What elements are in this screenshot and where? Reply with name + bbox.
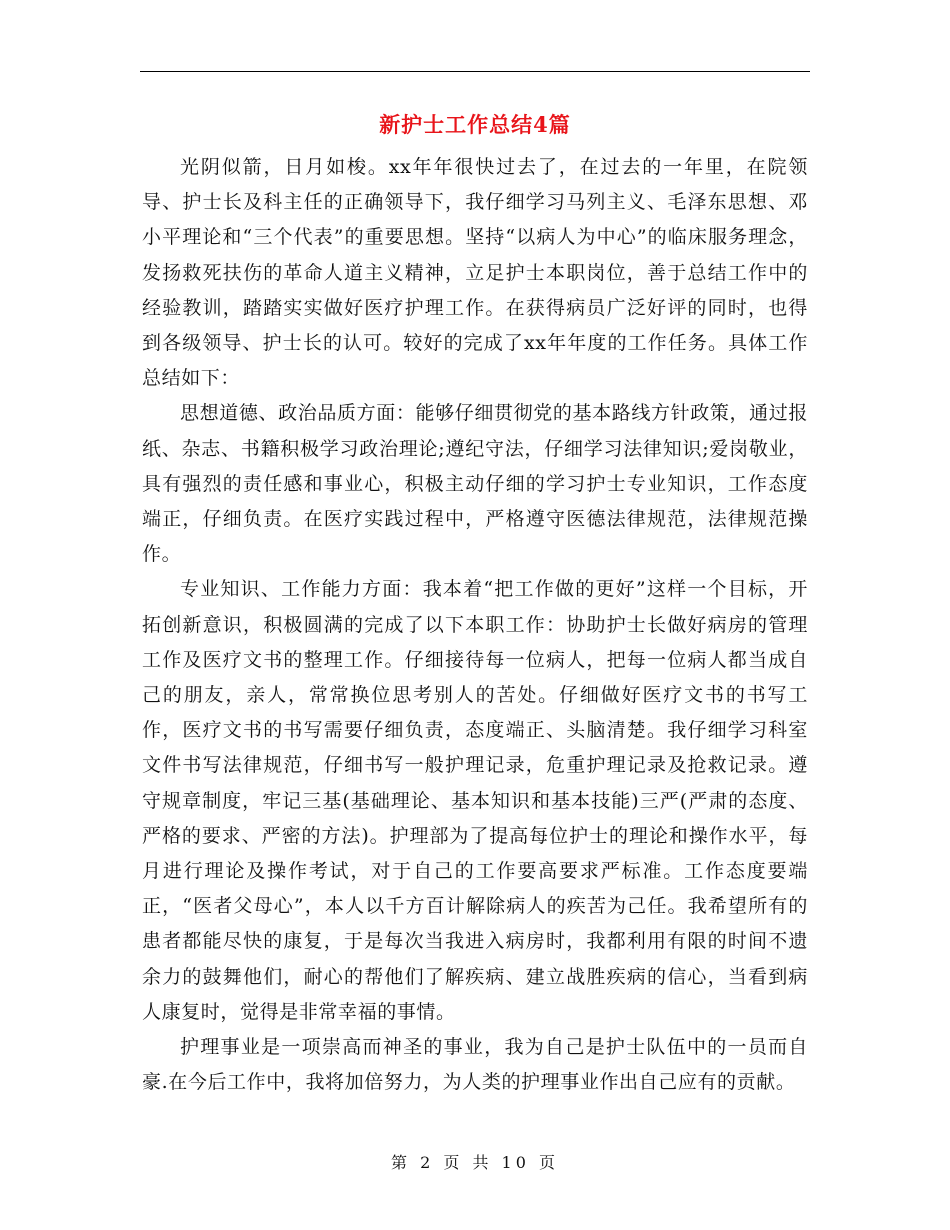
- header-rule: [140, 71, 810, 72]
- document-body: [142, 150, 808, 1100]
- paragraph-intro: 光阴似箭，日月如梭。xx年年很快过去了，在过去的一年里，在院领导、护士长及科主任的正确领导下，我仔细学习马列主义、毛泽东思想、邓小平理论和“三个代表”的重要思想。坚持“以病人为中心”的临床服务理念，发扬救死扶伤的革命人道主义精神，立足护士本职岗位，善于总结工作中的经验教训，踏踏实实做好医疗护理工作。在获得病员广泛好评的同时，也得到各级领导、护士长的认可。较好的完成了xx年年度的工作任务。具体工作总结如下：: [142, 156, 808, 390]
- document-title: 新护士工作总结4篇: [379, 112, 571, 137]
- paragraph-professional: 专业知识、工作能力方面：我本着“把工作做的更好”这样一个目标，开拓创新意识，积极圆满的完成了以下本职工作：协助护士长做好病房的管理工作及医疗文书的整理工作。仔细接待每一位病人，把每一位病人都当成自己的朋友，亲人，常常换位思考别人的苦处。仔细做好医疗文书的书写工作，医疗文书的书写需要仔细负责，态度端正、头脑清楚。我仔细学习科室文件书写法律规范，仔细书写一般护理记录，危重护理记录及抢救记录。遵守规章制度，牢记三基(基础理论、基本知识和基本技能)三严(严肃的态度、严格的要求、严密的方法)。护理部为了提高每位护士的理论和操作水平，每月进行理论及操作考试，对于自己的工作要高要求严标准。工作态度要端正，“医者父母心”，本人以千方百计解除病人的疾苦为己任。我希望所有的患者都能尽快的康复，于是每次当我进入病房时，我都利用有限的时间不遗余力的鼓舞他们，耐心的帮他们了解疾病、建立战胜疾病的信心，当看到病人康复时，觉得是非常幸福的事情。: [142, 578, 808, 1023]
- paragraph-conclusion: 护理事业是一项崇高而神圣的事业，我为自己是护士队伍中的一员而自豪.在今后工作中，我将加倍努力，为人类的护理事业作出自己应有的贡献。: [142, 1036, 808, 1094]
- paragraph-ideology: 思想道德、政治品质方面：能够仔细贯彻党的基本路线方针政策，通过报纸、杂志、书籍积极学习政治理论;遵纪守法，仔细学习法律知识;爱岗敬业，具有强烈的责任感和事业心，积极主动仔细的学习护士专业知识，工作态度端正，仔细负责。在医疗实践过程中，严格遵守医德法律规范，法律规范操作。: [142, 402, 808, 566]
- page-footer: 第 2 页 共 10 页: [391, 1153, 559, 1172]
